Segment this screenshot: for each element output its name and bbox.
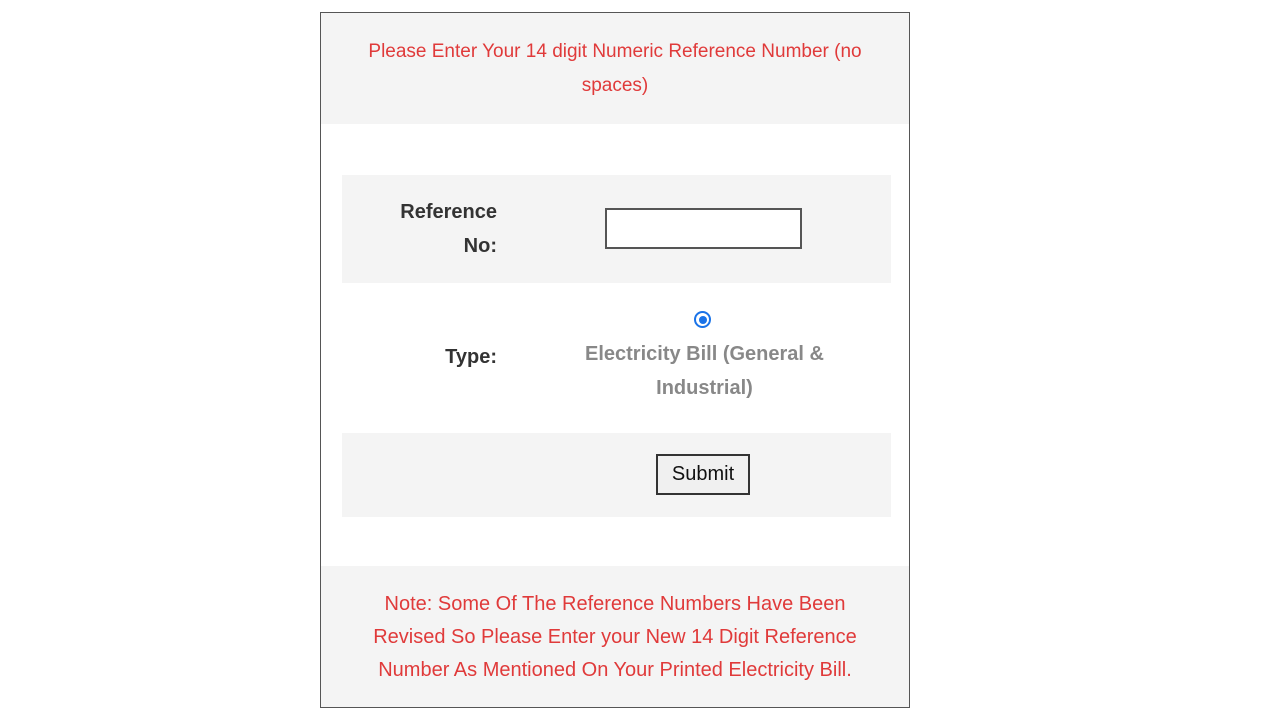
reference-label: Reference No: — [400, 201, 497, 257]
bill-lookup-card — [320, 12, 910, 708]
revision-note-text: Note: Some Of The Reference Numbers Have Been Revised So Please Enter your New 14 Digit Reference Number As Mentioned On Your Printed Electricity Bill. — [373, 593, 857, 681]
instruction-text: Please Enter Your 14 digit Numeric Reference Number (no spaces) — [368, 41, 862, 96]
electricity-bill-option-label[interactable]: Electricity Bill (General & Industrial) — [585, 343, 824, 399]
reference-number-input[interactable] — [605, 208, 802, 249]
submit-row — [342, 433, 891, 517]
type-label: Type: — [445, 346, 497, 368]
type-row — [342, 283, 891, 433]
reference-row — [342, 175, 891, 283]
submit-button[interactable]: Submit — [656, 454, 750, 495]
revision-note — [321, 566, 909, 707]
instruction-header — [321, 13, 909, 124]
electricity-bill-radio[interactable] — [694, 311, 711, 328]
